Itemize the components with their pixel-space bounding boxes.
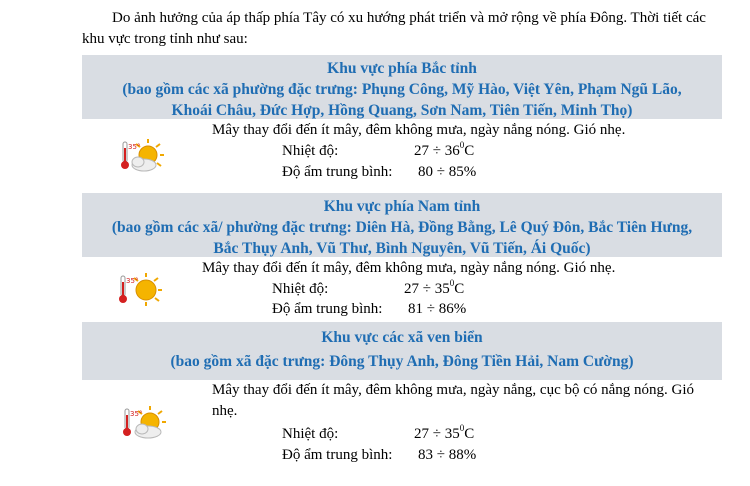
humidity-row xyxy=(272,299,466,320)
temperature-row xyxy=(282,424,474,445)
region-body-south xyxy=(82,257,722,319)
region-body-coastal xyxy=(82,380,722,480)
humidity-label: Độ ẩm trung bình: xyxy=(282,164,393,180)
region-subtitle-line1: (bao gồm các xã/ phường đặc trưng: Diên Hà, Đồng Bằng, Lê Quý Đôn, Bắc Tiên Hưng, xyxy=(111,219,693,236)
hot-sun-cloud-icon xyxy=(120,139,164,173)
humidity-label: Độ ẩm trung bình: xyxy=(272,301,383,317)
humidity-row xyxy=(282,445,476,466)
humidity-value: 83 ÷ 88% xyxy=(418,447,477,463)
humidity-label: Độ ẩm trung bình: xyxy=(282,447,393,463)
temperature-value: $27 \div 35^0C$ xyxy=(404,278,465,297)
region-subtitle-line1: (bao gồm xã đặc trưng: Đông Thụy Anh, Đông Tiền Hải, Nam Cường) xyxy=(170,353,634,370)
region-title: Khu vực phía Bắc tỉnh xyxy=(327,60,477,77)
hot-sun-cloud-icon xyxy=(122,406,166,440)
humidity-value: 80 ÷ 85% xyxy=(418,164,477,180)
weather-description: Mây thay đổi đến ít mây, đêm không mưa, ngày nắng nóng. Gió nhẹ. xyxy=(212,122,626,138)
intro-paragraph xyxy=(82,8,732,50)
thermometer-label: 35° xyxy=(126,277,139,285)
region-subtitle-line2: Bắc Thụy Anh, Vũ Thư, Bình Nguyên, Vũ Tiến, Ái Quốc) xyxy=(213,240,591,257)
temperature-row xyxy=(272,279,464,300)
region-title: Khu vực phía Nam tỉnh xyxy=(323,198,481,215)
humidity-row xyxy=(282,162,476,183)
intro-text: Do ảnh hưởng của áp thấp phía Tây có xu hướng phát triển và mở rộng về phía Đông. Thời tiết các khu vực trong tỉnh như sau: xyxy=(82,10,706,47)
hot-sun-icon xyxy=(118,273,162,307)
region-subtitle-line1: (bao gồm các xã phường đặc trưng: Phụng Công, Mỹ Hào, Việt Yên, Phạm Ngũ Lão, xyxy=(122,81,682,98)
region-header-south xyxy=(82,193,722,257)
weather-description: Mây thay đổi đến ít mây, đêm không mưa, ngày nắng nóng. Gió nhẹ. xyxy=(202,260,616,276)
region-header-coastal xyxy=(82,322,722,380)
temperature-label: Nhiệt độ: xyxy=(282,143,339,159)
temperature-label: Nhiệt độ: xyxy=(282,426,339,442)
region-header-north xyxy=(82,55,722,119)
thermometer-label: 35° xyxy=(130,410,143,418)
region-subtitle-line2: Khoái Châu, Đức Hợp, Hồng Quang, Sơn Nam, Tiên Tiến, Minh Thọ) xyxy=(171,102,633,119)
weather-description: Mây thay đổi đến ít mây, đêm không mưa, ngày nắng, cục bộ có nắng nóng. Gió nhẹ. xyxy=(212,382,695,419)
region-body-north xyxy=(82,119,722,189)
thermometer-label: 35° xyxy=(128,143,141,151)
temperature-row xyxy=(282,141,474,162)
region-title: Khu vực các xã ven biển xyxy=(321,329,483,346)
humidity-value: 81 ÷ 86% xyxy=(408,301,467,317)
temperature-value: $27 \div 36^0C$ xyxy=(414,140,475,159)
temperature-label: Nhiệt độ: xyxy=(272,281,329,297)
temperature-value: $27 \div 35^0C$ xyxy=(414,423,475,442)
